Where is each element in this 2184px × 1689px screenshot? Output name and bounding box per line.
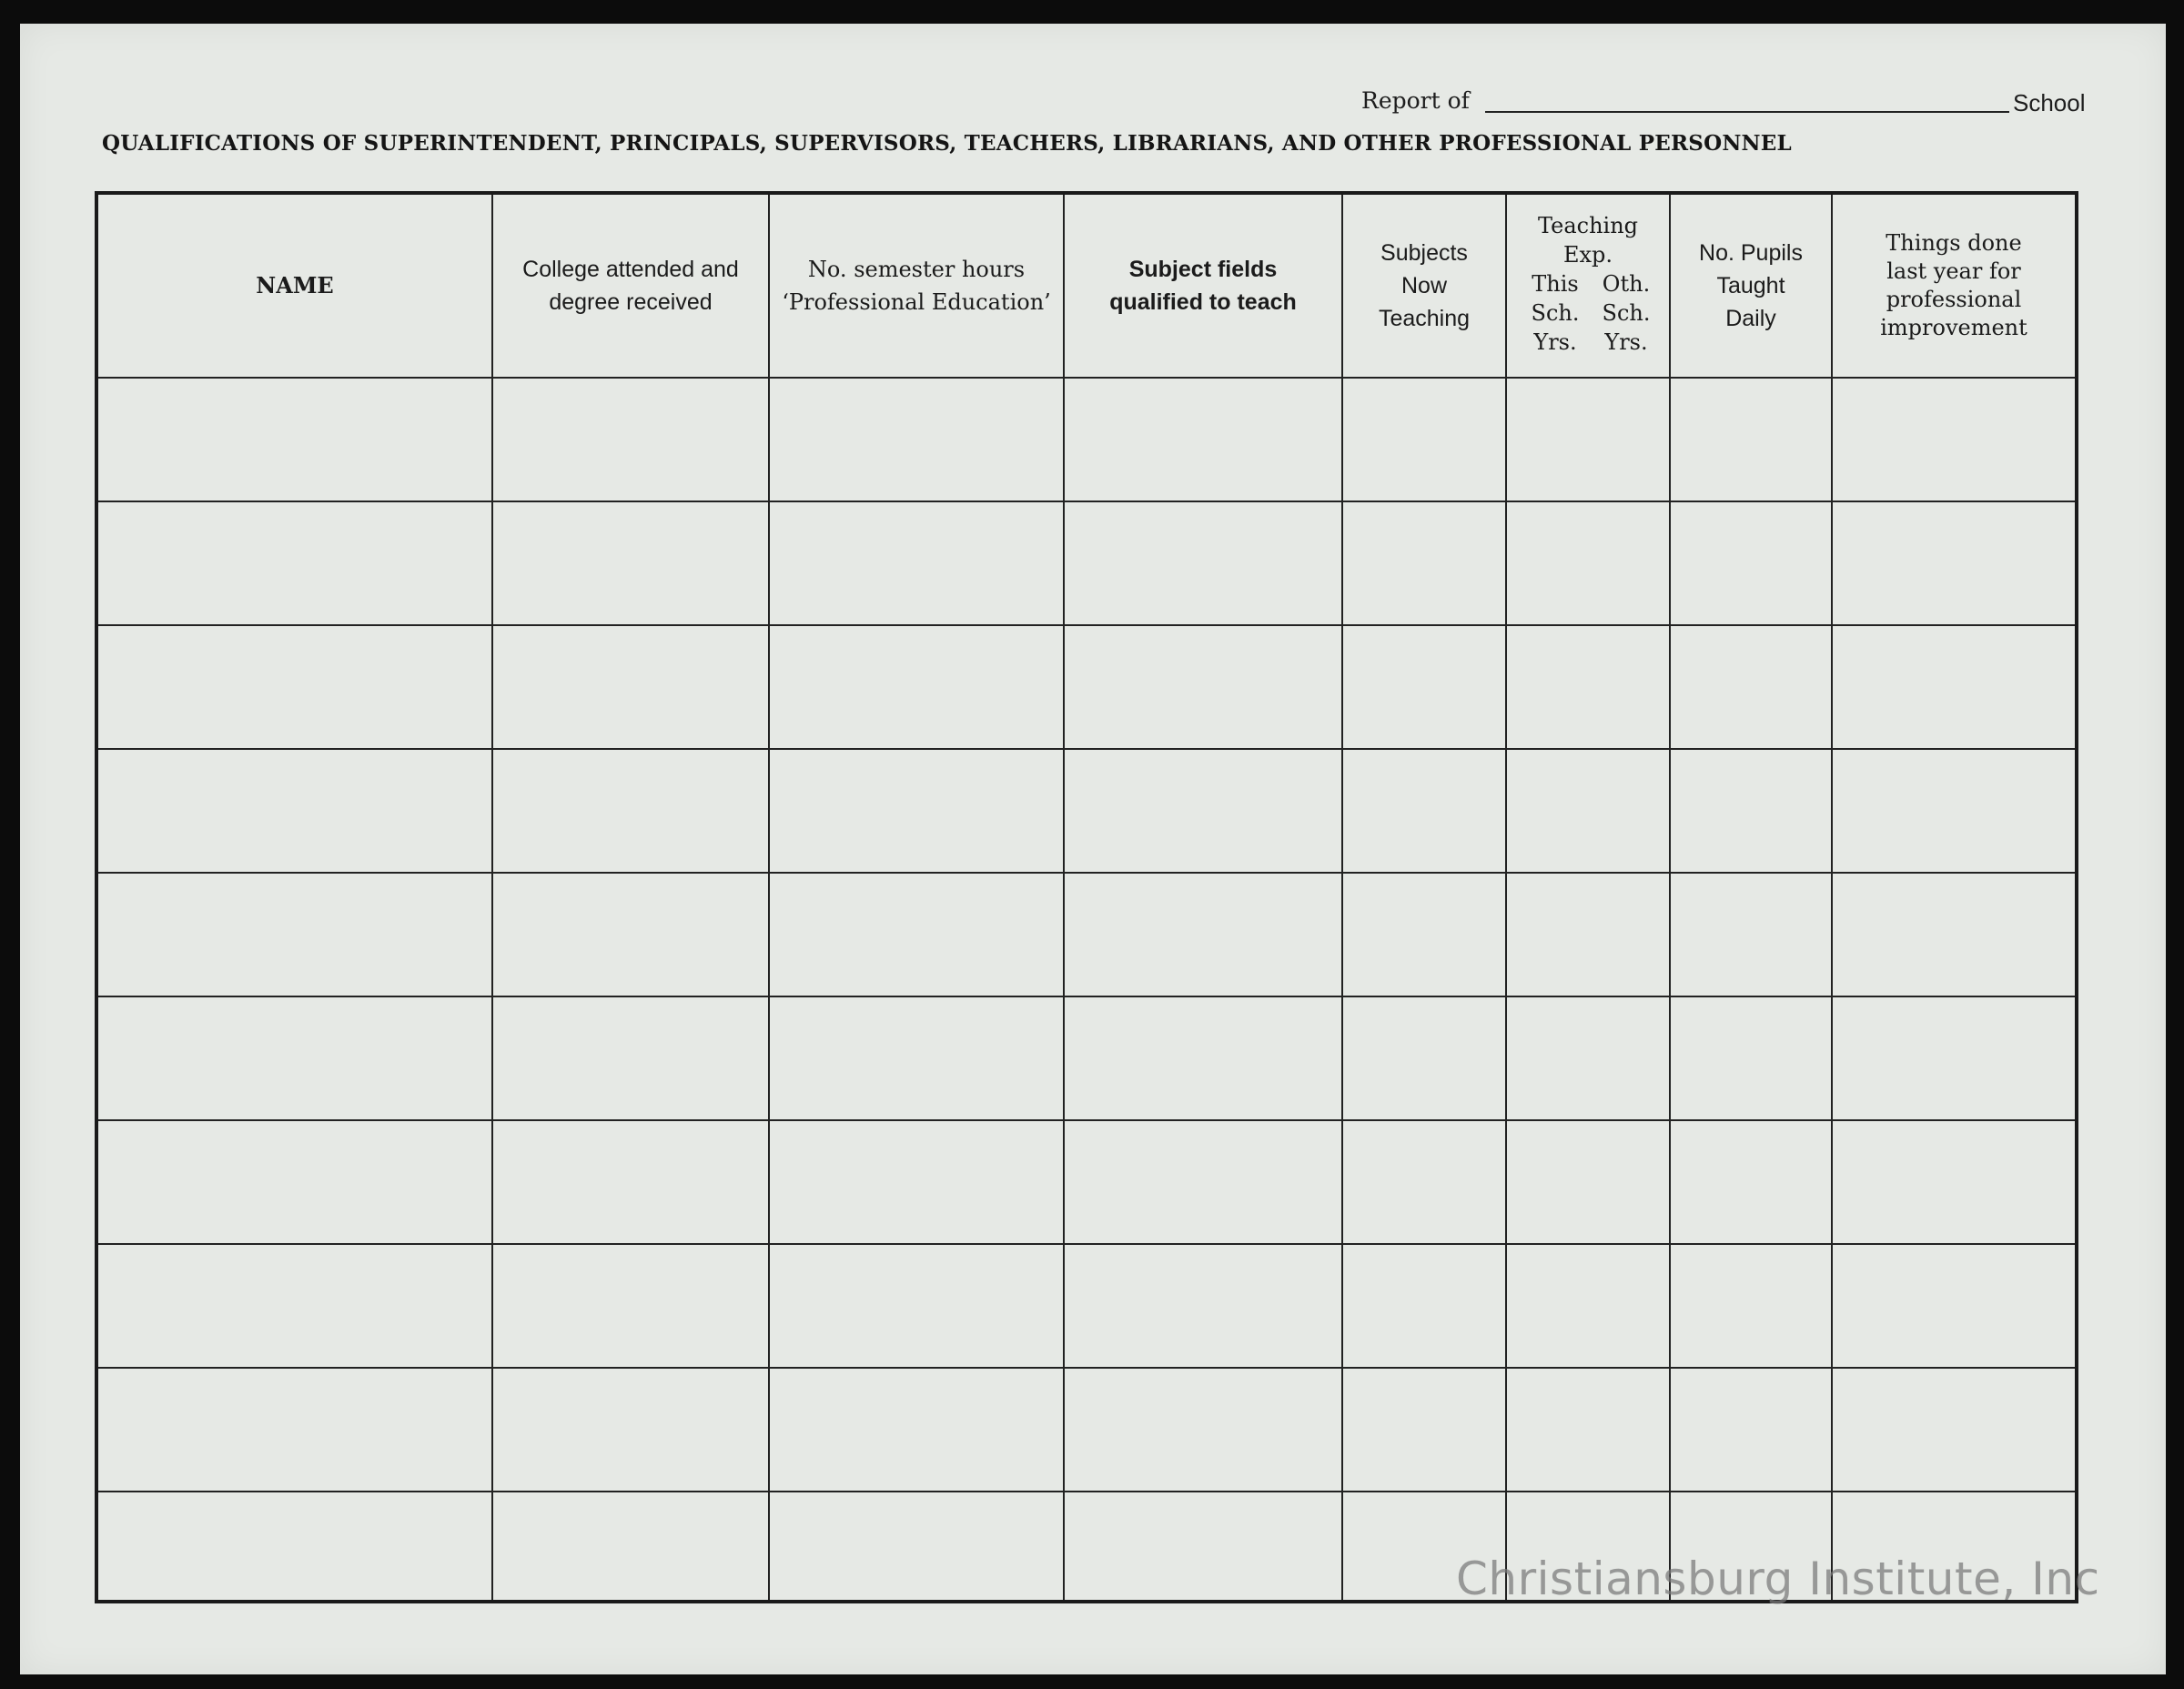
header-professional-improvement (1833, 195, 2075, 377)
header-exp-oth-line2: Sch. (1602, 300, 1651, 326)
header-fields-line2: qualified to teach (1109, 289, 1297, 315)
school-name-blank[interactable] (1485, 111, 2009, 113)
header-hours-line2: ‘Professional Education’ (782, 289, 1051, 315)
header-fields-line1: Subject fields (1128, 257, 1278, 282)
header-exp-this-school (1520, 269, 1591, 357)
column-divider (768, 195, 770, 1600)
header-pupils-line1: No. Pupils (1699, 240, 1803, 266)
header-college-line1: College attended and (522, 257, 739, 282)
header-subjects-now-teaching (1343, 195, 1505, 377)
row-divider (98, 872, 2075, 874)
header-exp-line1: Teaching (1537, 213, 1639, 238)
header-things-line2: last year for (1886, 258, 2021, 284)
header-exp-this-line2: Sch. (1531, 300, 1580, 326)
header-college (493, 195, 768, 377)
header-exp-this-line1: This (1532, 271, 1579, 297)
school-label: School (2013, 89, 2086, 116)
report-of-line (1361, 62, 2093, 116)
header-name-text: NAME (256, 272, 334, 298)
header-subjects-line1: Subjects (1380, 240, 1468, 266)
column-divider (491, 195, 493, 1600)
header-exp-oth-line3: Yrs. (1604, 329, 1648, 355)
row-divider (98, 748, 2075, 750)
header-hours-line1: No. semester hours (807, 257, 1026, 282)
header-exp-this-line3: Yrs. (1533, 329, 1577, 355)
column-divider (1831, 195, 1833, 1600)
column-divider (1669, 195, 1671, 1600)
header-college-line2: degree received (549, 289, 713, 315)
header-name (98, 195, 491, 377)
header-exp-other-school (1591, 269, 1662, 357)
header-semester-hours (770, 195, 1063, 377)
header-pupils-line2: Taught (1716, 273, 1785, 298)
column-divider (1505, 195, 1507, 1600)
header-row-divider (98, 377, 2075, 379)
header-exp-oth-line1: Oth. (1602, 271, 1651, 297)
row-divider (98, 1119, 2075, 1121)
row-divider (98, 624, 2075, 626)
header-subjects-line3: Teaching (1378, 306, 1471, 331)
column-divider (1341, 195, 1343, 1600)
header-subject-fields (1065, 195, 1341, 377)
header-subjects-line2: Now (1400, 273, 1447, 298)
qualifications-table (95, 191, 2078, 1603)
row-divider (98, 1491, 2075, 1492)
row-divider (98, 996, 2075, 997)
header-pupils-line3: Daily (1725, 306, 1776, 331)
header-pupils-taught (1671, 195, 1831, 377)
header-things-line3: professional (1886, 287, 2022, 312)
header-exp-line2: Exp. (1562, 242, 1613, 268)
watermark: Christiansburg Institute, Inc (1456, 1552, 2100, 1605)
header-teaching-experience (1507, 211, 1669, 366)
form-title: QUALIFICATIONS OF SUPERINTENDENT, PRINCIPALS, SUPERVISORS, TEACHERS, LIBRARIANS, AND OTHER PROFESSIONAL PERSONNEL (102, 131, 1792, 156)
row-divider (98, 1367, 2075, 1369)
report-of-label: Report of (1361, 87, 1470, 114)
row-divider (98, 501, 2075, 502)
column-divider (1063, 195, 1065, 1600)
row-divider (98, 1243, 2075, 1245)
header-things-line1: Things done (1886, 230, 2022, 256)
header-things-line4: improvement (1880, 315, 2027, 340)
